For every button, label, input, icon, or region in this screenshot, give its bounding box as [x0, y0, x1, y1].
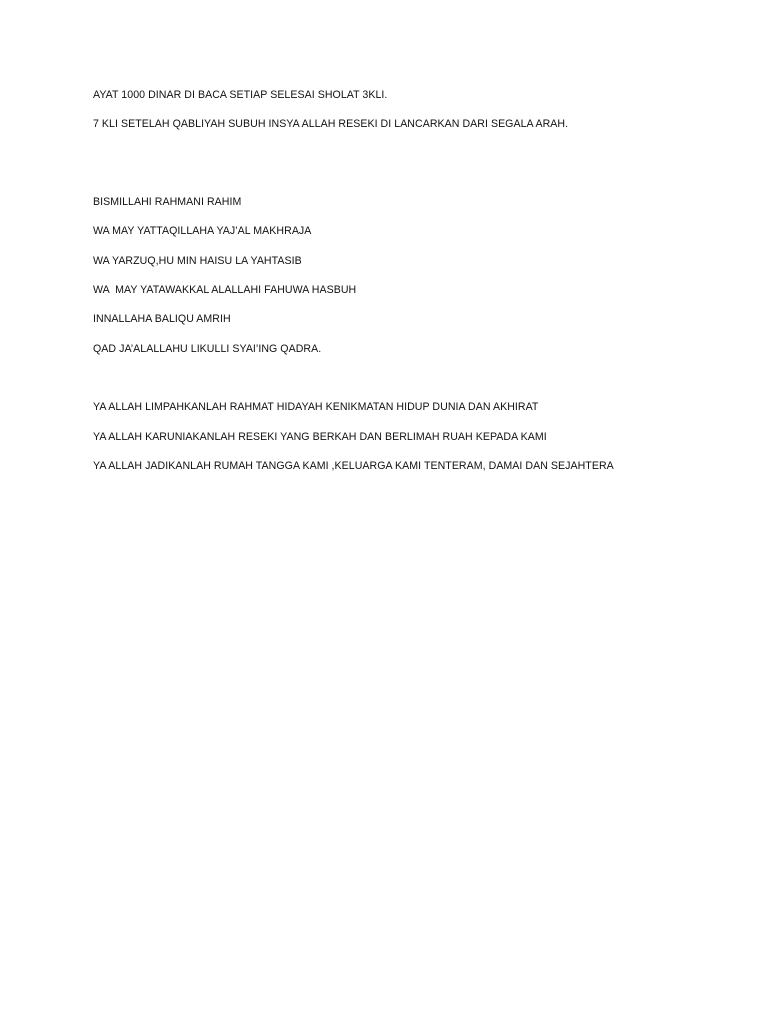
- doa-line-2: YA ALLAH KARUNIAKANLAH RESEKI YANG BERKAH DAN BERLIMAH RUAH KEPADA KAMI: [93, 431, 547, 443]
- intro-line-2: 7 KLI SETELAH QABLIYAH SUBUH INSYA ALLAH RESEKI DI LANCARKAN DARI SEGALA ARAH.: [93, 118, 569, 130]
- ayat-line-3: WA YARZUQ,HU MIN HAISU LA YAHTASIB: [93, 255, 302, 267]
- ayat-line-2: WA MAY YATTAQILLAHA YAJ’AL MAKHRAJA: [93, 225, 312, 237]
- intro-line-1: AYAT 1000 DINAR DI BACA SETIAP SELESAI SHOLAT 3KLI.: [93, 89, 388, 101]
- ayat-line-1: BISMILLAHI RAHMANI RAHIM: [93, 196, 242, 208]
- ayat-line-6: QAD JA’ALALLAHU LIKULLI SYAI’ING QADRA.: [93, 343, 322, 355]
- ayat-line-4: WA MAY YATAWAKKAL ALALLAHI FAHUWA HASBUH: [93, 284, 357, 296]
- doa-line-1: YA ALLAH LIMPAHKANLAH RAHMAT HIDAYAH KENIKMATAN HIDUP DUNIA DAN AKHIRAT: [93, 401, 539, 413]
- doa-line-3: YA ALLAH JADIKANLAH RUMAH TANGGA KAMI ,KELUARGA KAMI TENTERAM, DAMAI DAN SEJAHTERA: [93, 460, 614, 472]
- ayat-line-5: INNALLAHA BALIQU AMRIH: [93, 313, 231, 325]
